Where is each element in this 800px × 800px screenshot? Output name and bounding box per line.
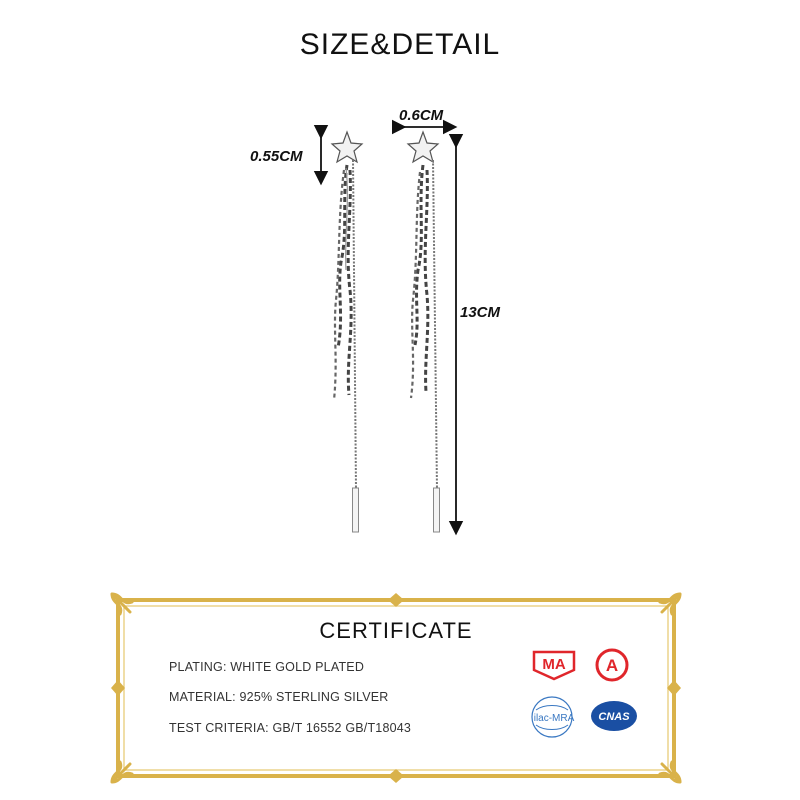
cma-logo [528,648,580,682]
chain-end [353,488,359,532]
star-stud-icon [408,132,438,162]
cma-logo-text: MA [542,656,566,673]
star-stud-icon [332,132,362,162]
stud-height-label: 0.55CM [250,148,303,165]
ilac-mra-logo [526,694,582,740]
total-length-label: 13CM [460,304,501,321]
cal-logo-text: A [605,656,619,675]
ilac-logo-text: ilac-MRA [533,713,575,724]
certificate-title: CERTIFICATE [319,618,473,643]
cnas-logo [588,696,640,736]
test-criteria-line: TEST CRITERIA: GB/T 16552 GB/T18043 [169,721,412,735]
left-earring [332,132,362,532]
plating-line: PLATING: WHITE GOLD PLATED [169,660,365,674]
right-earring [408,132,440,532]
certificate-card [108,590,684,786]
chain-icon [353,160,356,490]
stud-width-label: 0.6CM [399,107,444,124]
chain-icon [433,160,437,490]
cal-logo [592,646,632,684]
material-line: MATERIAL: 925% STERLING SILVER [169,690,389,704]
chain-end [434,488,440,532]
cnas-logo-text: CNAS [598,711,630,723]
page-title: SIZE&DETAIL [299,28,501,61]
